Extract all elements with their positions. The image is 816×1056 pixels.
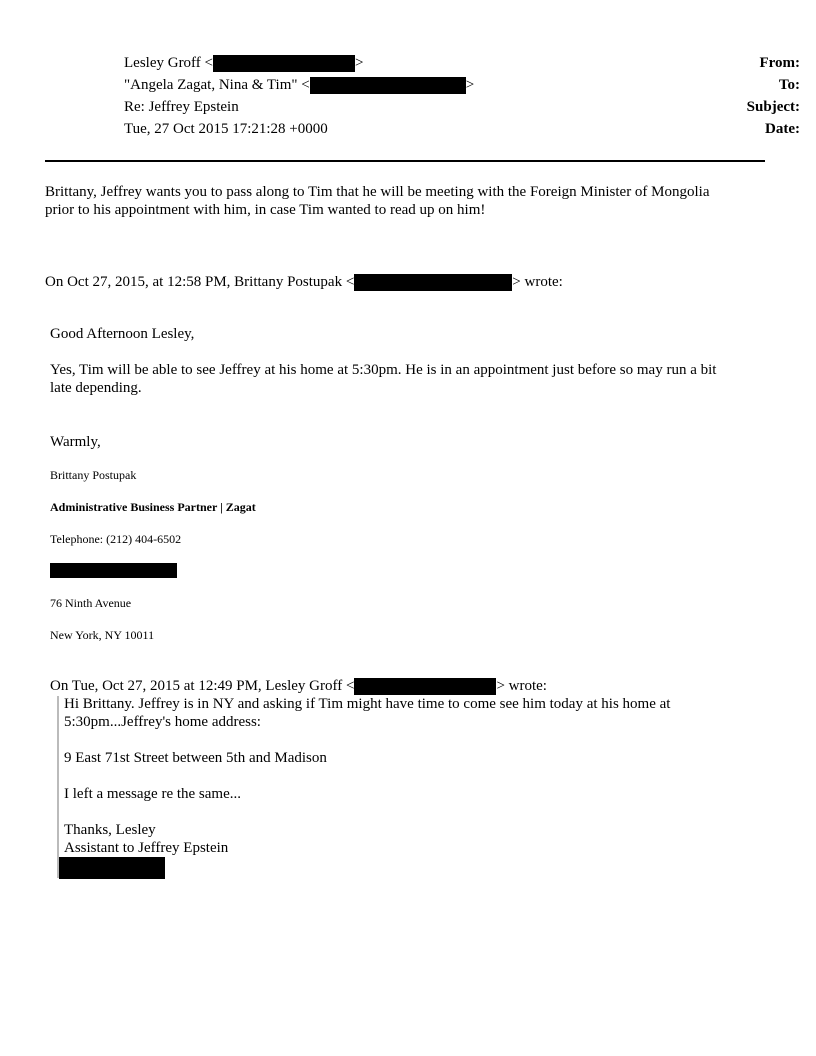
attribution-text: On Tue, Oct 27, 2015 at 12:49 PM, Lesley Groff < xyxy=(50,678,355,694)
reply1-line: Yes, Tim will be able to see Jeffrey at his home at 5:30pm. He is in an appointment just before so may run a bit xyxy=(50,362,717,378)
attribution-tail: > wrote: xyxy=(496,678,547,694)
reply1-greeting: Good Afternoon Lesley, xyxy=(50,326,195,342)
signature-address: New York, NY 10011 xyxy=(50,628,155,642)
quote-bar xyxy=(57,696,59,878)
message-line: Brittany, Jeffrey wants you to pass along to Tim that he will be meeting with the Foreign Minister of Mongolia xyxy=(45,184,710,200)
signature-phone: Telephone: (212) 404-6502 xyxy=(50,532,182,546)
subject-value: Re: Jeffrey Epstein xyxy=(124,99,239,115)
from-tail: > xyxy=(355,55,364,71)
reply2-thanks: Thanks, Lesley xyxy=(64,822,156,838)
reply2-address: 9 East 71st Street between 5th and Madison xyxy=(64,750,327,766)
to-name: "Angela Zagat, Nina & Tim" < xyxy=(124,77,310,93)
reply2-note: I left a message re the same... xyxy=(64,786,242,802)
redaction-bar xyxy=(59,857,165,879)
reply1-line: late depending. xyxy=(50,380,142,396)
to-tail: > xyxy=(465,77,475,93)
message-line: prior to his appointment with him, in case Tim wanted to read up on him! xyxy=(45,202,486,218)
redaction-bar xyxy=(50,563,177,578)
signature-title: Administrative Business Partner | Zagat xyxy=(50,500,256,514)
signature-address: 76 Ninth Avenue xyxy=(50,596,132,610)
redaction-bar xyxy=(354,274,512,291)
from-value xyxy=(124,54,363,72)
reply2-line: Hi Brittany. Jeffrey is in NY and asking if Tim might have time to come see him today at his home at xyxy=(64,696,671,712)
reply2-attribution xyxy=(50,677,547,695)
reply2-signature: Assistant to Jeffrey Epstein xyxy=(64,840,229,856)
signature-name: Brittany Postupak xyxy=(50,468,137,482)
redaction-bar xyxy=(354,678,496,695)
redaction-bar xyxy=(310,77,466,94)
reply1-signoff: Warmly, xyxy=(50,434,101,450)
subject-label: Subject: xyxy=(746,99,800,115)
to-label: To: xyxy=(778,77,800,93)
date-value: Tue, 27 Oct 2015 17:21:28 +0000 xyxy=(124,121,328,137)
attribution-tail: > wrote: xyxy=(512,274,563,290)
date-label: Date: xyxy=(765,121,800,137)
from-label: From: xyxy=(759,55,800,71)
redaction-bar xyxy=(213,55,355,72)
to-value xyxy=(124,76,474,94)
attribution-text: On Oct 27, 2015, at 12:58 PM, Brittany Postupak < xyxy=(45,274,355,290)
header-divider xyxy=(45,160,765,162)
reply2-line: 5:30pm...Jeffrey's home address: xyxy=(64,714,261,730)
reply1-attribution xyxy=(45,273,563,291)
from-name: Lesley Groff < xyxy=(124,55,213,71)
